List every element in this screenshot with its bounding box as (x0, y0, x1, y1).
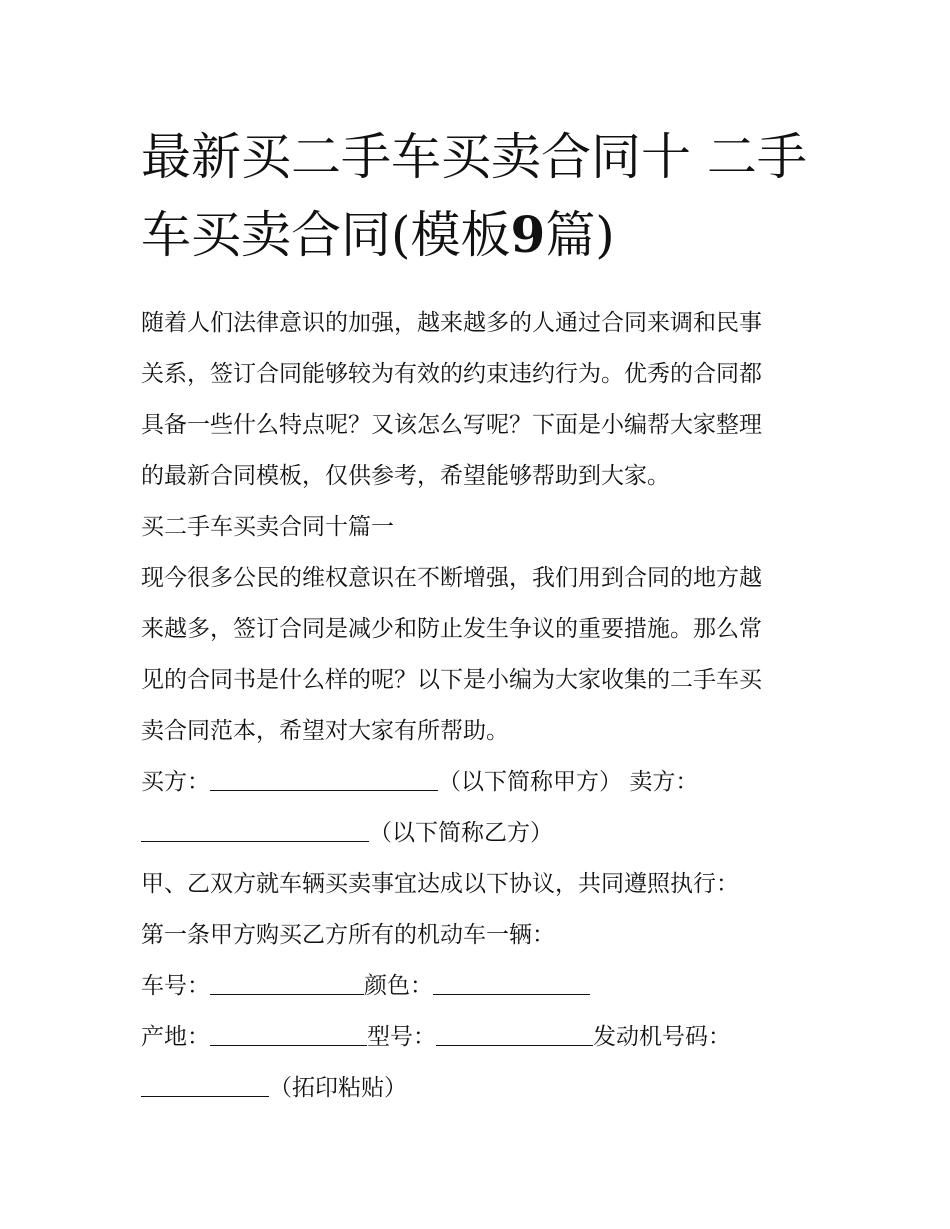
seller-line (141, 808, 821, 859)
body-line: 来越多，签订合同是减少和防止发生争议的重要措施。那么常 (141, 616, 762, 642)
document-title (141, 118, 821, 274)
body-paragraph (141, 553, 821, 757)
model-blank[interactable] (436, 1025, 593, 1046)
buyer-seller-line (141, 757, 821, 808)
intro-paragraph (141, 298, 821, 502)
seller-note: （以下简称乙方） (369, 820, 553, 846)
buyer-label: 买方： (141, 769, 210, 795)
engine-line (141, 1063, 821, 1114)
body-line: 见的合同书是什么样的呢？以下是小编为大家收集的二手车买 (141, 667, 762, 693)
title-line-2-part-2: 篇) (545, 206, 615, 264)
article-1: 第一条甲方购买乙方所有的机动车一辆： (141, 922, 555, 948)
agreement-line: 甲、乙双方就车辆买卖事宜达成以下协议，共同遵照执行： (141, 871, 739, 897)
engine-blank[interactable] (141, 1076, 269, 1097)
origin-label: 产地： (141, 1024, 210, 1050)
color-blank[interactable] (433, 974, 590, 995)
title-line-1: 最新买二手车买卖合同十 二手 (141, 128, 807, 186)
rubbing-note: （拓印粘贴） (269, 1075, 407, 1101)
title-line-2-part-1: 车买卖合同(模板 (141, 206, 511, 264)
color-label: 颜色： (364, 973, 433, 999)
body-line: 卖合同范本，希望对大家有所帮助。 (141, 718, 509, 744)
plate-label: 车号： (141, 973, 210, 999)
origin-blank[interactable] (210, 1025, 367, 1046)
buyer-note: （以下简称甲方） (438, 769, 622, 795)
body-line: 现今很多公民的维权意识在不断增强，我们用到合同的地方越 (141, 565, 762, 591)
intro-line: 关系，签订合同能够较为有效的约束违约行为。优秀的合同都 (141, 361, 762, 387)
origin-model-engine-line (141, 1012, 821, 1063)
document-page (141, 118, 821, 1114)
intro-line: 具备一些什么特点呢？又该怎么写呢？下面是小编帮大家整理 (141, 412, 762, 438)
section-heading: 买二手车买卖合同十篇一 (141, 514, 394, 540)
engine-label: 发动机号码： (593, 1024, 731, 1050)
seller-label: 卖方： (629, 769, 699, 795)
title-number: 9 (510, 205, 546, 264)
intro-line: 随着人们法律意识的加强，越来越多的人通过合同来调和民事 (141, 310, 762, 336)
buyer-blank[interactable] (210, 770, 438, 791)
plate-blank[interactable] (210, 974, 364, 995)
model-label: 型号： (367, 1024, 436, 1050)
intro-line: 的最新合同模板，仅供参考，希望能够帮助到大家。 (141, 463, 670, 489)
seller-blank[interactable] (141, 821, 369, 842)
plate-color-line (141, 961, 821, 1012)
